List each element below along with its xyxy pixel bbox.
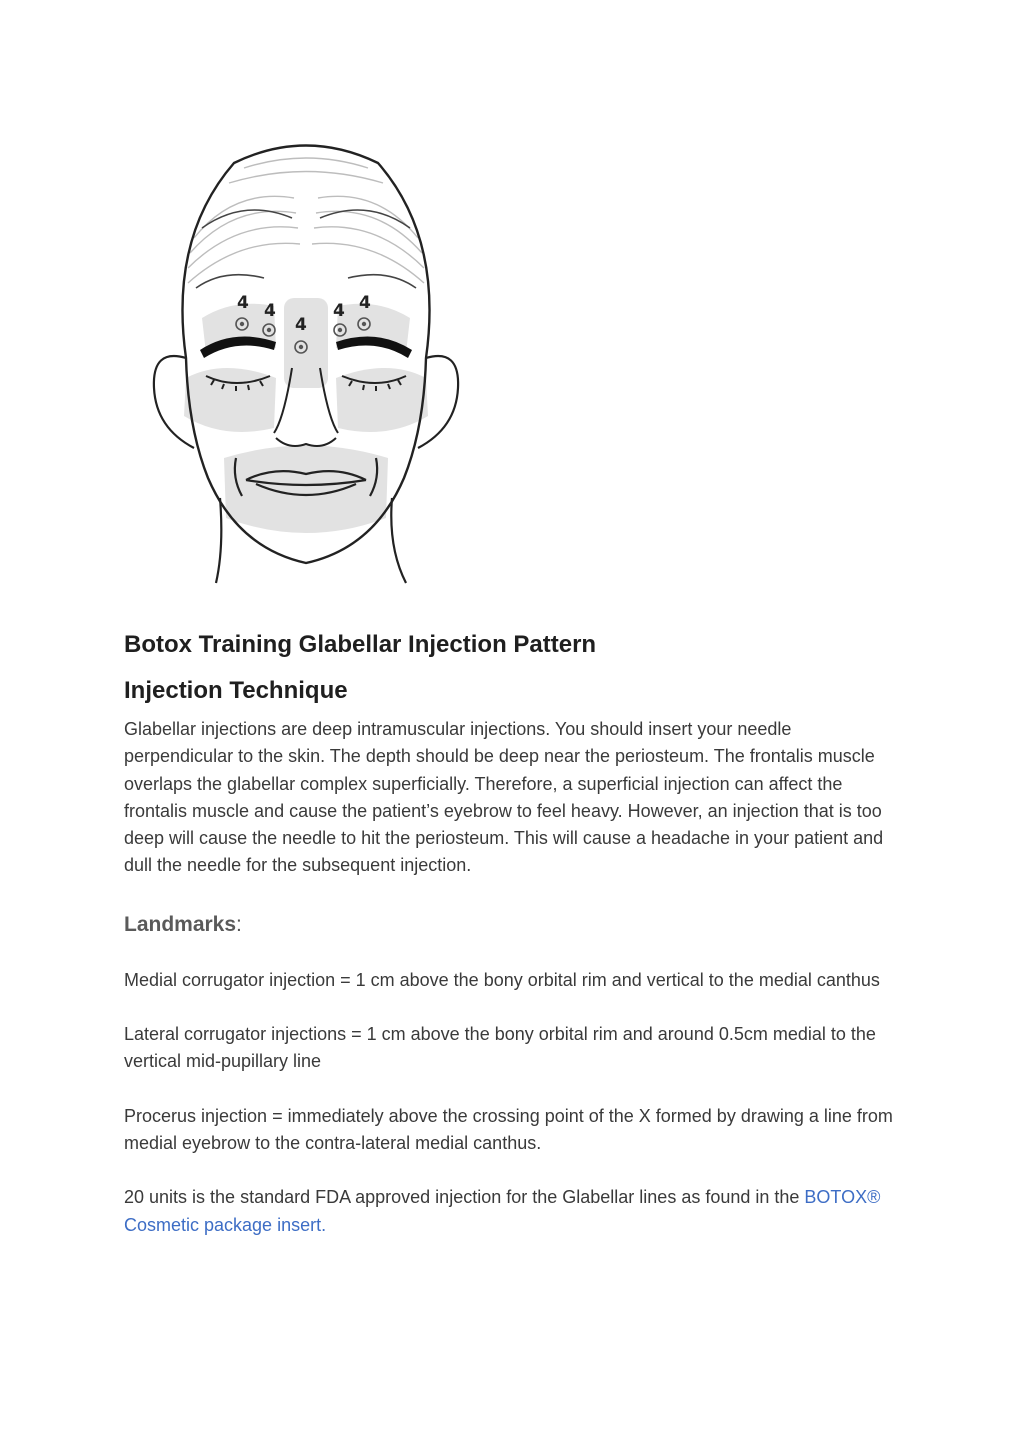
fda-dosage-text: 20 units is the standard FDA approved injection for the Glabellar lines as found in the xyxy=(124,1187,805,1208)
package-insert-link[interactable]: BOTOX® Cosmetic package insert. xyxy=(124,1187,881,1235)
landmarks-heading xyxy=(124,910,904,940)
medial-corrugator-text: Medial corrugator injection = 1 cm above the bony orbital rim and vertical to the medial canthus xyxy=(124,969,880,990)
dose-label-medial-right: 4 xyxy=(333,301,345,321)
dose-label-lateral-left: 4 xyxy=(237,293,249,313)
face-injection-diagram xyxy=(124,128,488,588)
dose-label-procerus: 4 xyxy=(295,315,307,335)
technique-paragraph: Glabellar injections are deep intramuscular injections. You should insert your needle perpendicular to the skin. The depth should be deep near the periosteum. The frontalis muscle overlaps the glabellar complex superficially. Therefore, a superficial injection can affect the frontalis muscle and cause the patient’s eyebrow to feel heavy. However, an injection that is too deep will cause the needle to hit the periosteum. This will cause a headache in your patient and dull the needle for the subsequent injection. xyxy=(124,719,884,876)
neck-right xyxy=(391,498,406,583)
dose-label-medial-left: 4 xyxy=(264,301,276,321)
neck-left xyxy=(216,498,221,583)
face-illustration xyxy=(124,128,488,588)
lateral-corrugator-text: Lateral corrugator injections = 1 cm above the bony orbital rim and around 0.5cm medial to the vertical mid-pupillary line xyxy=(124,1024,876,1072)
procerus-text: Procerus injection = immediately above the crossing point of the X formed by drawing a line from medial eyebrow to the contra-lateral medial canthus. xyxy=(124,1105,893,1153)
fda-dosage-paragraph xyxy=(124,1184,904,1239)
landmarks-colon: : xyxy=(236,912,242,936)
section-heading-technique: Injection Technique xyxy=(124,677,348,704)
article-content xyxy=(124,628,904,1239)
dose-label-lateral-right: 4 xyxy=(359,293,371,313)
landmarks-label: Landmarks xyxy=(124,912,237,936)
page-title: Botox Training Glabellar Injection Pattern xyxy=(124,631,597,658)
